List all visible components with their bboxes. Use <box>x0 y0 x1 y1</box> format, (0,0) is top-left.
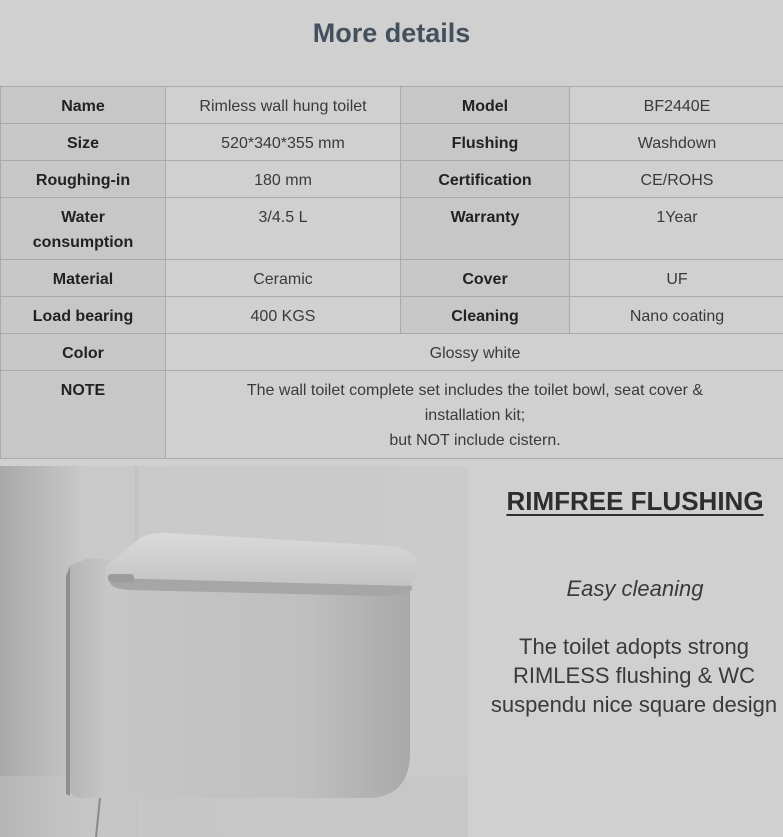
page-title: More details <box>312 18 471 48</box>
note-line3: but NOT include cistern. <box>389 432 561 449</box>
warranty-value: 1Year <box>570 198 783 260</box>
load-bearing-label: Load bearing <box>1 297 166 334</box>
feature-subtitle: Easy cleaning <box>566 576 704 601</box>
material-label: Material <box>1 260 166 297</box>
feature-desc-line3: suspendu nice square design <box>490 692 778 717</box>
size-label: Size <box>1 124 166 161</box>
table-row <box>1 124 783 161</box>
table-row <box>1 87 783 124</box>
feature-title: RIMFREE FLUSHING <box>506 486 764 516</box>
model-label: Model <box>401 87 570 124</box>
color-label: Color <box>1 334 166 371</box>
load-bearing-value: 400 KGS <box>166 297 401 334</box>
cleaning-value: Nano coating <box>570 297 783 334</box>
name-label: Name <box>1 87 166 124</box>
cover-label: Cover <box>401 260 570 297</box>
size-value: 520*340*355 mm <box>166 124 401 161</box>
color-value: Glossy white <box>166 334 783 371</box>
feature-description <box>484 632 783 719</box>
table-row <box>1 371 783 459</box>
model-value: BF2440E <box>570 87 783 124</box>
feature-desc-line1: The toilet adopts strong <box>519 634 749 659</box>
water-consumption-value: 3/4.5 L <box>166 198 401 260</box>
note-line1: The wall toilet complete set includes the toilet bowl, seat cover & <box>246 382 704 399</box>
name-value: Rimless wall hung toilet <box>166 87 401 124</box>
water-label-line2: consumption <box>32 234 134 251</box>
table-row <box>1 161 783 198</box>
table-row <box>1 297 783 334</box>
feature-desc-line2: RIMLESS flushing & WC <box>512 663 756 688</box>
water-label-line1: Water <box>61 209 105 226</box>
warranty-label: Warranty <box>401 198 570 260</box>
note-label: NOTE <box>1 371 166 459</box>
certification-value: CE/ROHS <box>570 161 783 198</box>
flushing-value: Washdown <box>570 124 783 161</box>
cover-value: UF <box>570 260 783 297</box>
flushing-label: Flushing <box>401 124 570 161</box>
note-line2: installation kit; <box>424 407 526 424</box>
specs-table <box>0 86 783 459</box>
table-row <box>1 260 783 297</box>
table-row <box>1 334 783 371</box>
material-value: Ceramic <box>166 260 401 297</box>
table-row <box>1 198 783 260</box>
roughing-label: Roughing-in <box>1 161 166 198</box>
certification-label: Certification <box>401 161 570 198</box>
water-consumption-label <box>1 198 166 260</box>
roughing-value: 180 mm <box>166 161 401 198</box>
toilet-product-image <box>0 466 468 837</box>
note-value <box>166 371 783 459</box>
cleaning-label: Cleaning <box>401 297 570 334</box>
